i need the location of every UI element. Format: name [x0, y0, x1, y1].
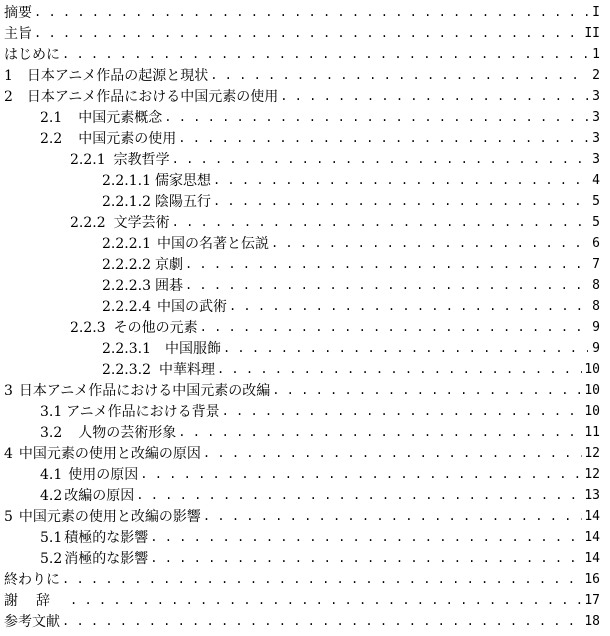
dot-leader [213, 193, 588, 211]
toc-entry-section-2-2-2-1 [0, 232, 600, 253]
toc-entry-label [0, 298, 229, 316]
toc-entry-label [0, 277, 185, 295]
toc-entry-label [0, 340, 223, 358]
dot-leader [164, 109, 588, 127]
dot-leader [178, 424, 582, 442]
toc-entry-label [0, 67, 210, 85]
toc-entry-page: 11 [584, 425, 600, 440]
dot-leader [229, 298, 588, 316]
toc-entry-title: 儒家思想 [154, 173, 211, 189]
toc-entry-number: 2.2.2.3 [102, 278, 151, 294]
toc-entry-number: 2.2 [40, 131, 63, 147]
toc-entry-section-2-2-3-2 [0, 358, 600, 379]
toc-entry-page: 4 [592, 173, 600, 188]
toc-entry-title: 中国元素の使用と改編の原因 [18, 446, 201, 462]
dot-leader [140, 466, 582, 484]
dot-leader [172, 151, 588, 169]
toc-entry-number: 3 [4, 383, 13, 399]
toc-entry-page: 7 [592, 257, 600, 272]
toc-entry-number: 2.2.1 [70, 152, 106, 168]
toc-entry-title: 文学芸術 [113, 215, 170, 231]
toc-entry-title: アニメ作品における背景 [66, 404, 220, 420]
toc-entry-page: 12 [584, 467, 600, 482]
toc-entry-label [0, 130, 178, 148]
toc-entry-label [0, 571, 62, 589]
toc-entry-section-4-2 [0, 484, 600, 505]
toc-entry-page: 10 [584, 383, 600, 398]
toc-entry-section-2-1 [0, 106, 600, 127]
dot-leader [203, 508, 582, 526]
toc-entry-number: 5 [4, 509, 13, 525]
toc-entry-acknowledgements [0, 589, 600, 610]
toc-entry-label [0, 613, 62, 631]
dot-leader [185, 256, 588, 274]
toc-entry-page: 10 [584, 404, 600, 419]
toc-entry-number: 4.2 [40, 488, 63, 504]
toc-entry-chapter-5 [0, 505, 600, 526]
toc-entry-label [0, 445, 203, 463]
toc-entry-label [0, 361, 217, 379]
toc-entry-title: 主旨 [4, 26, 32, 42]
dot-leader [203, 445, 582, 463]
toc-entry-label [0, 214, 172, 232]
toc-entry-label [0, 550, 150, 568]
toc-entry-page: 3 [592, 152, 600, 167]
toc-entry-label [0, 109, 164, 127]
toc-entry-section-3-1 [0, 400, 600, 421]
toc-entry-page: 10 [584, 362, 600, 377]
toc-entry-title: 宗教哲学 [113, 152, 170, 168]
dot-leader [62, 613, 582, 631]
toc-entry-page: II [584, 26, 600, 41]
toc-entry-section-2-2-3-1 [0, 337, 600, 358]
toc-entry-section-2-2 [0, 127, 600, 148]
toc-entry-label [0, 172, 213, 190]
toc-entry-page: 9 [592, 341, 600, 356]
toc-entry-label [0, 466, 140, 484]
toc-entry-number: 2 [4, 89, 13, 105]
toc-entry-page: I [592, 5, 600, 20]
toc-entry-title: 消極的な影響 [64, 551, 149, 567]
toc-entry-number: 2.2.2.2 [102, 257, 151, 273]
dot-leader [34, 25, 582, 43]
toc-entry-number: 2.2.2.1 [102, 236, 151, 252]
toc-entry-page: 3 [592, 89, 600, 104]
toc-entry-label [0, 25, 34, 43]
toc-entry-number: 2.1 [40, 110, 63, 126]
toc-entry-section-5-1 [0, 526, 600, 547]
toc-entry-section-4-1 [0, 463, 600, 484]
toc-entry-number: 3.2 [40, 425, 63, 441]
toc-entry-section-2-2-2 [0, 211, 600, 232]
toc-entry-number: 2.2.2 [70, 215, 106, 231]
dot-leader [200, 319, 588, 337]
toc-entry-title: 日本アニメ作品における中国元素の改編 [18, 383, 271, 399]
dot-leader [210, 67, 588, 85]
toc-entry-label [0, 235, 271, 253]
toc-entry-page: 5 [592, 215, 600, 230]
toc-entry-label [0, 487, 136, 505]
dot-leader [271, 235, 588, 253]
toc-entry-section-2-2-1-2 [0, 190, 600, 211]
toc-entry-title: 日本アニメ作品における中国元素の使用 [26, 89, 279, 105]
toc-entry-section-2-2-1 [0, 148, 600, 169]
dot-leader [213, 172, 588, 190]
toc-entry-page: 3 [592, 131, 600, 146]
toc-entry-label [0, 382, 272, 400]
toc-entry-page: 8 [592, 299, 600, 314]
toc-entry-page: 1 [592, 47, 600, 62]
toc-entry-page: 16 [584, 572, 600, 587]
toc-entry-section-2-2-1-1 [0, 169, 600, 190]
toc-entry-title: 中国の武術 [156, 299, 227, 315]
toc-entry-page: 5 [592, 194, 600, 209]
toc-entry-page: 18 [584, 614, 600, 629]
toc-entry-chapter-2 [0, 85, 600, 106]
toc-entry-abstract-cn [0, 1, 600, 22]
toc-entry-title: 使用の原因 [68, 467, 139, 483]
toc-entry-chapter-4 [0, 442, 600, 463]
toc-entry-number: 4 [4, 446, 13, 462]
toc-entry-title: 終わりに [4, 572, 60, 588]
dot-leader [178, 130, 588, 148]
toc-entry-label [0, 193, 213, 211]
toc-entry-section-5-2 [0, 547, 600, 568]
toc-entry-title: 中華料理 [158, 362, 215, 378]
dot-leader [172, 214, 588, 232]
toc-entry-abstract-jp [0, 22, 600, 43]
toc-entry-title: 日本アニメ作品の起源と現状 [26, 68, 209, 84]
toc-entry-title: 摘要 [4, 5, 32, 21]
toc-entry-title: 中国服飾 [164, 341, 221, 357]
toc-entry-page: 3 [592, 110, 600, 125]
dot-leader [62, 46, 588, 64]
toc-entry-title: 中国元素の使用 [78, 131, 177, 147]
toc-entry-section-3-2 [0, 421, 600, 442]
toc-entry-label [0, 529, 150, 547]
toc-entry-title: はじめに [4, 47, 60, 63]
toc-entry-chapter-3 [0, 379, 600, 400]
toc-entry-page: 8 [592, 278, 600, 293]
toc-entry-label [0, 403, 222, 421]
toc-entry-number: 5.2 [40, 551, 63, 567]
toc-entry-label [0, 256, 185, 274]
toc-entry-page: 14 [584, 551, 600, 566]
toc-entry-conclusion [0, 568, 600, 589]
toc-entry-number: 2.2.3.2 [102, 362, 151, 378]
toc-entry-title: 中国元素概念 [78, 110, 163, 126]
toc-entry-section-2-2-3 [0, 316, 600, 337]
toc-entry-number: 3.1 [40, 404, 63, 420]
dot-leader [280, 88, 588, 106]
dot-leader [34, 4, 588, 22]
toc-entry-number: 2.2.1.2 [102, 194, 151, 210]
toc-entry-page: 17 [584, 593, 600, 608]
toc-entry-page: 13 [584, 488, 600, 503]
toc-entry-page: 14 [584, 530, 600, 545]
toc-entry-label [0, 508, 203, 526]
toc-entry-title: 改編の原因 [64, 488, 135, 504]
toc-entry-title: その他の元素 [113, 320, 198, 336]
dot-leader [185, 277, 588, 295]
toc-entry-title: 中国の名著と伝説 [156, 236, 269, 252]
dot-leader [272, 382, 582, 400]
toc-entry-title: 京劇 [154, 257, 183, 273]
toc-entry-page: 2 [592, 68, 600, 83]
dot-leader [62, 571, 582, 589]
toc-entry-label [0, 88, 280, 106]
dot-leader [150, 550, 582, 568]
toc-entry-number: 1 [4, 68, 13, 84]
toc-entry-number: 5.1 [40, 530, 63, 546]
toc-entry-title: 囲碁 [154, 278, 183, 294]
toc-entry-label [0, 4, 34, 22]
toc-entry-title: 中国元素の使用と改編の影響 [18, 509, 201, 525]
toc-entry-section-2-2-2-3 [0, 274, 600, 295]
toc-entry-number: 2.2.2.4 [102, 299, 151, 315]
toc-entry-number: 2.2.1.1 [102, 173, 151, 189]
toc-entry-chapter-1 [0, 64, 600, 85]
toc-entry-label [0, 46, 62, 64]
toc-entry-number: 2.2.3 [70, 320, 106, 336]
toc-entry-section-2-2-2-2 [0, 253, 600, 274]
toc-entry-label [0, 319, 200, 337]
dot-leader [150, 529, 582, 547]
toc-entry-page: 9 [592, 320, 600, 335]
toc-entry-number: 2.2.3.1 [102, 341, 151, 357]
toc-entry-title: 積極的な影響 [64, 530, 149, 546]
toc-entry-number: 4.1 [40, 467, 63, 483]
dot-leader [222, 403, 583, 421]
toc-entry-references [0, 610, 600, 631]
toc-entry-section-2-2-2-4 [0, 295, 600, 316]
toc-entry-label [0, 424, 178, 442]
toc-entry-page: 12 [584, 446, 600, 461]
toc-entry-label [0, 151, 172, 169]
dot-leader [217, 361, 582, 379]
dot-leader [223, 340, 588, 358]
toc-entry-label [0, 592, 70, 610]
dot-leader [136, 487, 582, 505]
toc-entry-page: 6 [592, 236, 600, 251]
dot-leader [70, 592, 582, 610]
toc-entry-introduction [0, 43, 600, 64]
toc-entry-title: 謝辞 [4, 593, 68, 609]
toc-entry-title: 陰陽五行 [154, 194, 211, 210]
toc-entry-title: 人物の芸術形象 [78, 425, 177, 441]
toc-entry-title: 参考文献 [4, 614, 60, 630]
toc-entry-page: 14 [584, 509, 600, 524]
